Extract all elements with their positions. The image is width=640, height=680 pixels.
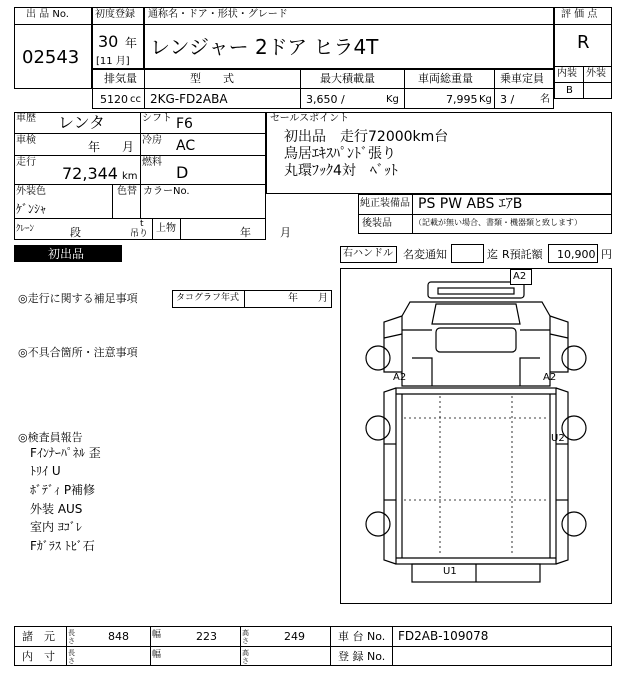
inspection-month: 月: [122, 140, 135, 154]
inspector-line: 外装 AUS: [30, 502, 83, 516]
recycle-label: R預託額: [502, 248, 543, 261]
inspector-line: ﾄﾘｲ U: [30, 464, 61, 478]
displacement: 5120: [100, 93, 128, 106]
reg-year: 30: [98, 32, 119, 51]
car-name: レンジャー 2ドア ヒラ4T: [150, 35, 379, 59]
crane-label: ｸﾚｰﾝ: [16, 224, 35, 234]
ac-label: 冷房: [142, 135, 162, 146]
shift-label: シフト: [142, 113, 172, 124]
deadline-label: 迄: [487, 248, 498, 261]
history: レンタ: [58, 113, 105, 132]
reg-month: [11 月]: [96, 56, 130, 67]
ext-color: ｹﾞﾝｼｬ: [16, 202, 47, 216]
model-label: 型 式: [190, 72, 234, 85]
width: 223: [196, 630, 217, 643]
height: 249: [284, 630, 305, 643]
crane-stage: 段: [70, 226, 81, 239]
fuel: D: [176, 163, 189, 182]
capacity-unit: 名: [540, 94, 550, 105]
ac: AC: [176, 138, 196, 154]
sales-point-line: 丸環ﾌｯｸ4対 ﾍﾞｯﾄ: [284, 163, 398, 179]
recycle-amount: 10,900: [557, 248, 596, 261]
car-name-label: 通称名・ドア・形状・グレード: [148, 9, 288, 20]
upper-year: 年: [240, 226, 251, 239]
shift: F6: [176, 116, 193, 132]
color-change-label: 色替: [117, 186, 137, 197]
color-no-label: カラーNo.: [143, 186, 190, 197]
handle: 右ハンドル: [343, 248, 393, 259]
inspection-year: 年: [88, 140, 101, 154]
chassis: FD2AB-109078: [398, 629, 489, 643]
tacho-year: 年: [288, 293, 298, 304]
inner-length-label: 長さ: [68, 649, 75, 665]
sales-points-label: セールスポイント: [270, 113, 350, 124]
name-change-label: 名変通知: [403, 248, 447, 261]
chassis-label: 車 台 No.: [338, 630, 386, 643]
inspector-line: Fｶﾞﾗｽ ﾄﾋﾞ石: [30, 539, 95, 553]
capacity-label: 乗車定員: [500, 72, 544, 85]
ext-color-label: 外装色: [16, 186, 46, 197]
lot-no: 02543: [22, 47, 80, 68]
inspector-line: ﾎﾞﾃﾞｨ P補修: [30, 483, 96, 497]
gross-weight: 7,995: [446, 93, 478, 106]
max-load: 3,650 /: [306, 93, 345, 106]
displacement-label: 排気量: [104, 72, 137, 85]
interior-grade: B: [566, 85, 573, 96]
inner-height-label: 高さ: [242, 649, 249, 665]
name-change-box: [451, 244, 484, 263]
inspector-label: ◎検査員報告: [18, 431, 83, 444]
inspection-label: 車検: [16, 135, 36, 146]
recycle-unit: 円: [601, 248, 612, 261]
mileage: 72,344: [62, 164, 118, 183]
aftermarket-label: 後装品: [362, 218, 392, 229]
gross-weight-label: 車両総重量: [418, 72, 473, 85]
exterior-grade-label: 外装: [586, 68, 606, 79]
length: 848: [108, 630, 129, 643]
upper-month: 月: [280, 226, 291, 239]
defects-label: ◎不具合箇所・注意事項: [18, 346, 138, 359]
capacity: 3 /: [500, 93, 515, 106]
equipment-label: 純正装備品: [360, 198, 410, 209]
diagram-mark-top: A2: [513, 271, 527, 282]
inner-label: 内 寸: [22, 650, 55, 663]
diagram-mark-right: A2: [543, 372, 557, 383]
dims-label: 諸 元: [22, 630, 55, 643]
displacement-unit: cc: [130, 94, 141, 105]
aftermarket-note: （記載が無い場合、書類・機器類と致します）: [414, 218, 582, 227]
truck-diagram: [340, 268, 612, 604]
grade-value: R: [577, 32, 590, 53]
max-load-unit: Kg: [386, 94, 399, 105]
crane-ton: t: [140, 219, 144, 229]
fuel-label: 燃料: [142, 157, 162, 168]
supplement-label: ◎走行に関する補足事項: [18, 292, 138, 305]
sales-point-line: 鳥居ｴｷｽﾊﾟﾝﾄﾞ張り: [284, 146, 396, 162]
inner-width-label: 幅: [152, 650, 162, 660]
diagram-mark-left: A2: [393, 372, 407, 383]
first-listing-text: 初出品: [48, 247, 85, 261]
crane-hang: 吊り: [130, 229, 149, 239]
tachograph-label: タコグラフ年式: [176, 293, 240, 303]
inspector-line: 室内 ﾖｺﾞﾚ: [30, 520, 82, 534]
history-label: 車歴: [16, 113, 36, 124]
max-load-label: 最大積載量: [320, 72, 375, 85]
diagram-mark-side: U2: [551, 433, 565, 444]
registration-label: 登 録 No.: [338, 650, 386, 663]
gross-weight-unit: Kg: [479, 94, 492, 105]
equipment-value: PS PW ABS ｴｱB: [418, 196, 523, 212]
diagram-mark-bottom: U1: [443, 566, 457, 577]
tacho-month: 月: [318, 293, 328, 304]
model: 2KG-FD2ABA: [150, 92, 228, 106]
grade-label: 評 価 点: [561, 9, 598, 20]
first-reg-label: 初度登録: [95, 9, 135, 20]
reg-year-unit: 年: [125, 36, 138, 50]
width-label: 幅: [152, 630, 162, 640]
mileage-unit: km: [122, 171, 138, 182]
length-label: 長さ: [68, 629, 75, 645]
upper-label: 上物: [156, 223, 176, 234]
sales-point-line: 初出品 走行72000km台: [284, 129, 449, 145]
mileage-label: 走行: [16, 157, 36, 168]
height-label: 高さ: [242, 629, 249, 645]
interior-grade-label: 内装: [557, 68, 577, 79]
lot-no-label: 出 品 No.: [26, 9, 69, 20]
inspector-line: Fｲﾝﾅｰﾊﾟﾈﾙ 歪: [30, 446, 101, 460]
